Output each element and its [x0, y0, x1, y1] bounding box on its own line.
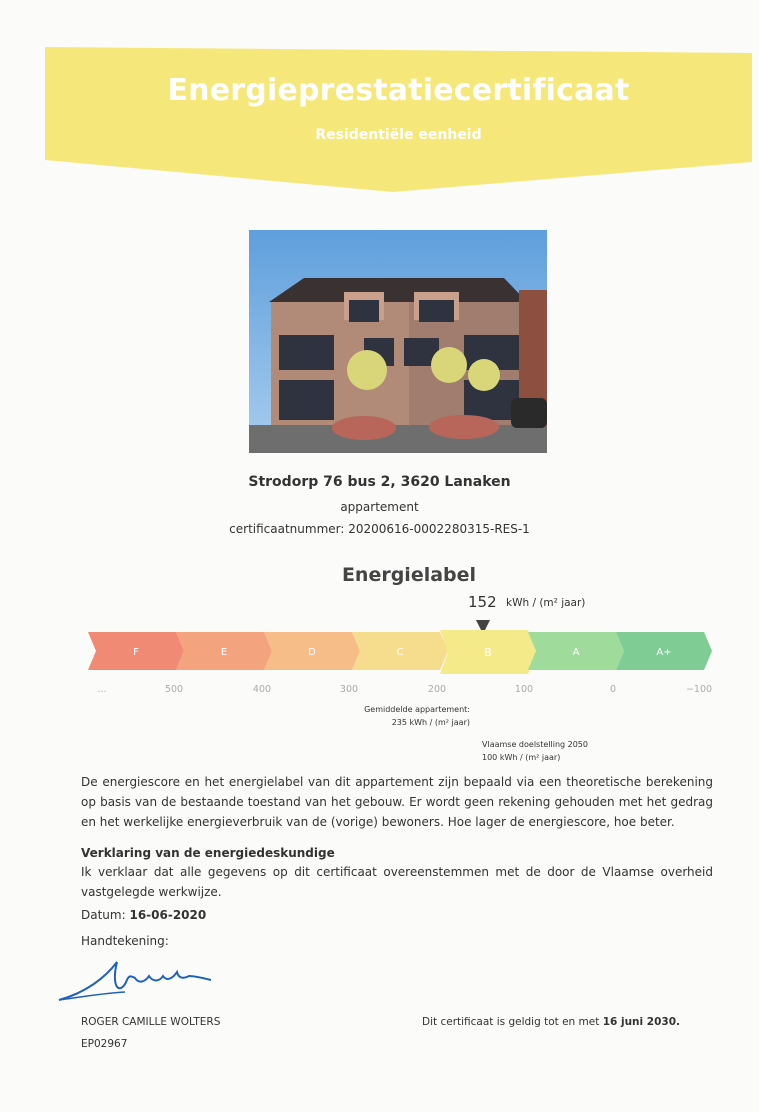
declaration-title: Verklaring van de energiedeskundige [81, 846, 335, 860]
certificate-number: certificaatnummer: 20200616-0002280315-RES-1 [229, 522, 530, 536]
scale-tick: 0 [609, 684, 617, 695]
scale-tick: 400 [252, 684, 272, 695]
document-subtitle: Residentiële eenheid [315, 127, 482, 143]
goal-value: 100 kWh / (m² jaar) [482, 753, 561, 762]
energy-band-label: A [572, 647, 580, 658]
document-title: Energieprestatiecertificaat [167, 73, 630, 108]
average-reference [330, 703, 470, 729]
date-label: Datum: [81, 908, 126, 922]
property-type: appartement [340, 500, 419, 514]
building-photo [249, 230, 547, 453]
header-banner [45, 47, 752, 192]
signature-image [55, 948, 225, 1008]
energy-label-title: Energielabel [341, 564, 477, 586]
scale-tick: 200 [427, 684, 447, 695]
goal-reference [482, 738, 588, 764]
energy-score: 152 [468, 593, 497, 611]
scale-tick: 100 [514, 684, 534, 695]
signer-name: ROGER CAMILLE WOLTERS [81, 1016, 221, 1028]
declaration-paragraph: Ik verklaar dat alle gegevens op dit certificaat overeenstemmen met de door de Vlaamse overheid vastgelegde werkwijze. [81, 865, 713, 899]
energy-band-label: F [133, 647, 139, 658]
property-address: Strodorp 76 bus 2, 3620 Lanaken [248, 474, 511, 490]
average-value: 235 kWh / (m² jaar) [391, 718, 470, 727]
goal-label: Vlaamse doelstelling 2050 [482, 740, 588, 749]
validity-statement [422, 1016, 680, 1028]
scale-tick: 300 [339, 684, 359, 695]
scale-tick: 500 [164, 684, 184, 695]
expert-id: EP02967 [81, 1038, 128, 1050]
validity-prefix: Dit certificaat is geldig tot en met [422, 1016, 600, 1028]
average-label: Gemiddelde appartement: [364, 705, 470, 714]
energy-label-scale [88, 618, 728, 678]
date-line [81, 908, 206, 922]
validity-date: 16 juni 2030. [602, 1016, 680, 1028]
scale-tick: ... [97, 684, 107, 695]
energy-band-label: C [396, 647, 404, 658]
banner-shape [45, 47, 752, 192]
date-value: 16-06-2020 [129, 908, 207, 922]
explanation-paragraph: De energiescore en het energielabel van dit appartement zijn bepaald via een theoretische berekening op basis van de bestaande toestand van het gebouw. Er wordt geen rekening gehouden met het gedrag en het werkelijke energieverbruik van de (vorige) bewoners. Hoe lager de energiescore, hoe beter. [81, 775, 713, 829]
energy-band-label: D [308, 647, 316, 658]
energy-band-label: B [484, 646, 492, 659]
scale-tick: −100 [685, 684, 713, 695]
energy-score-unit: kWh / (m² jaar) [506, 597, 586, 609]
energy-band-label: A+ [656, 647, 672, 658]
signature-label: Handtekening: [81, 934, 169, 948]
energy-band-label: E [220, 647, 228, 658]
